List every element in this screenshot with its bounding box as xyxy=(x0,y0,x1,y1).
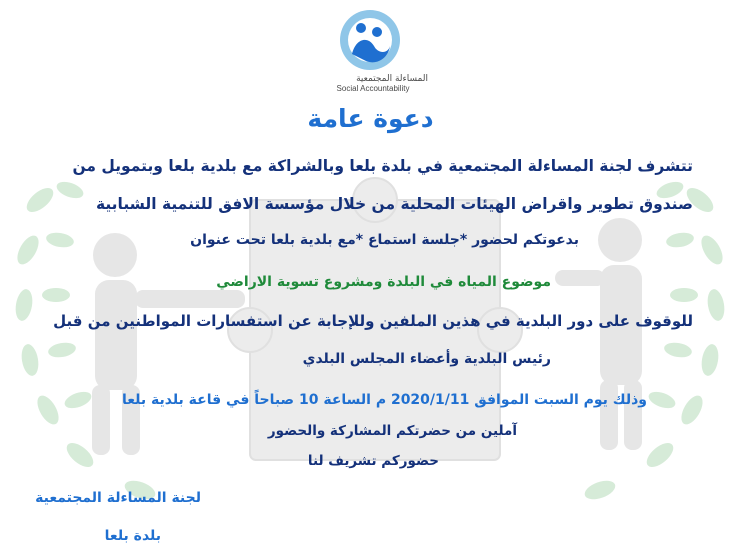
invitation-line-1: تتشرف لجنة المساءلة المجتمعية في بلدة بلعا وبالشراكة مع بلدية بلعا وبتمويل من xyxy=(72,157,693,175)
signature-town: بلدة بلعا xyxy=(104,528,161,544)
signature-committee: لجنة المساءلة المجتمعية xyxy=(35,490,201,506)
invitation-line-9: حضوركم تشريف لنا xyxy=(307,453,439,469)
logo-arabic-name: المساءلة المجتمعية xyxy=(356,74,428,84)
invitation-title: دعوة عامة xyxy=(307,104,434,133)
invitation-line-5: للوقوف على دور البلدية في هذين الملفين وللإجابة عن استفسارات المواطنين من قبل xyxy=(53,312,693,330)
invitation-line-2: صندوق تطوير واقراض الهيئات المحلية من خلال مؤسسة الافق للتنمية الشبابية xyxy=(95,195,693,213)
invitation-line-3: بدعوتكم لحضور *جلسة استماع *مع بلدية بلعا تحت عنوان xyxy=(190,232,579,248)
invitation-line-6: رئيس البلدية وأعضاء المجلس البلدي xyxy=(302,351,551,367)
invitation-date-line: وذلك يوم السبت الموافق 2020/1/11 م الساعة 10 صباحاً في قاعة بلدية بلعا xyxy=(122,392,647,408)
invitation-line-8: آملين من حضرتكم المشاركة والحضور xyxy=(267,423,517,439)
invitation-topic-line: موضوع المياه في البلدة ومشروع تسوية الاراضي xyxy=(216,274,551,290)
logo-english-name: Social Accountability xyxy=(336,84,410,93)
